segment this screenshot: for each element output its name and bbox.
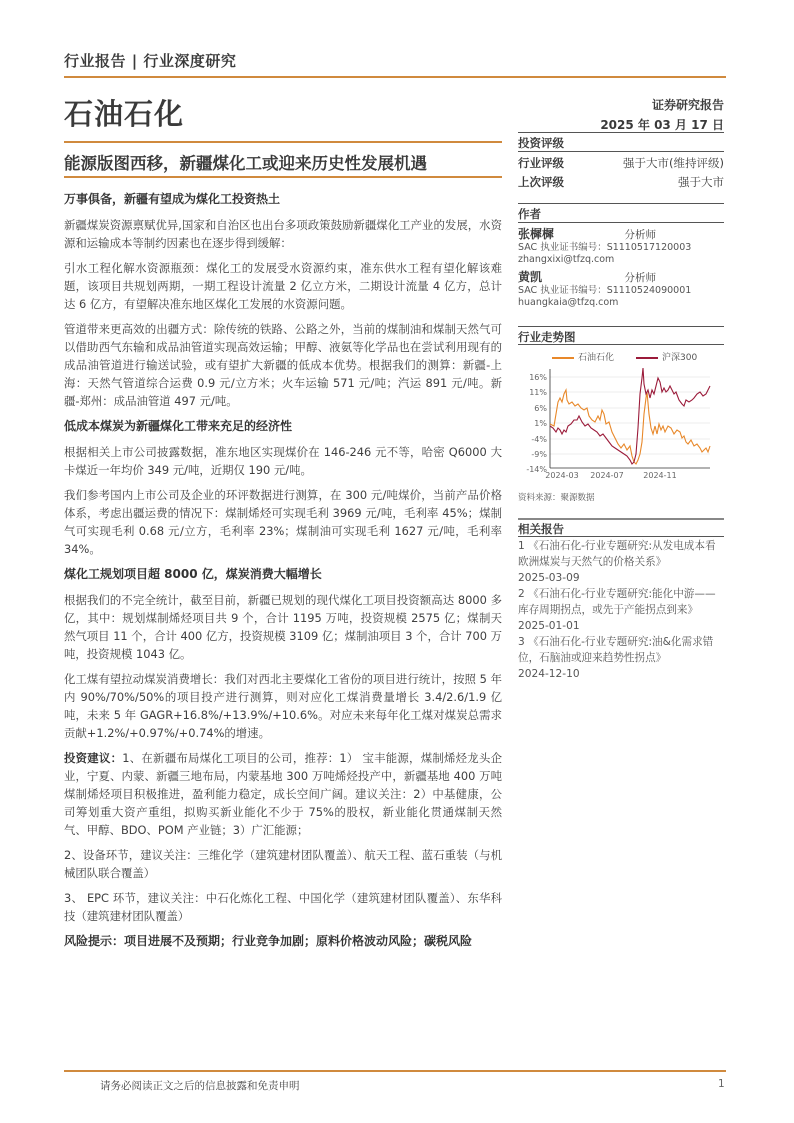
author-role: 分析师 — [624, 229, 656, 241]
rating-value: 强于大市(维持评级) — [623, 156, 724, 170]
svg-text:11%: 11% — [529, 388, 547, 397]
related-report-item[interactable]: 2 《石油石化-行业专题研究:能化中游——库存周期拐点，或先于产能拐点到来》 2025-01-01 — [518, 588, 716, 632]
investment-advice: 投资建议：1、在新疆布局煤化工项目的公司，推荐：1） 宝丰能源，煤制烯烃龙头企业，宁夏、内蒙、新疆三地布局，内蒙基地 300 万吨烯烃投产中，新疆基地 400 万吨煤制烯烃项目积极推进，盈利能力稳定，成长空间广阔。建议关注：2）中基健康，公司筹划重大资产重组，拟购买新业能化不少于 75%的股权，新业能化贯通煤制天然气、甲醇、BDO、POM 产业链；3）广汇能源； — [64, 751, 502, 837]
rating-title: 投资评级 — [518, 136, 564, 150]
trend-title: 行业走势图 — [518, 330, 576, 344]
author-name: 黄凯 — [518, 270, 543, 284]
svg-text:2024-03: 2024-03 — [545, 471, 579, 480]
chart-legend — [552, 350, 697, 363]
footer-divider — [64, 1070, 726, 1072]
section-heading: 万事俱备，新疆有望成为煤化工投资热土 — [64, 192, 281, 206]
report-headline: 能源版图西移，新疆煤化工或迎来历史性发展机遇 — [64, 154, 427, 173]
rating-top-rule — [518, 132, 724, 133]
authors-title-rule — [518, 222, 724, 223]
related-report-item[interactable]: 3 《石油石化-行业专题研究:油&化需求错位，石脑油或迎来趋势性拐点》 2024-12-10 — [518, 636, 714, 680]
related-report-list — [518, 538, 724, 682]
related-title: 相关报告 — [518, 522, 564, 536]
related-report-date: 2024-12-10 — [518, 668, 580, 680]
related-report-date: 2025-01-01 — [518, 620, 580, 632]
trend-top-rule — [518, 326, 724, 327]
trend-title-rule — [518, 344, 724, 345]
author-sac: SAC 执业证书编号：S1110517120003 — [518, 242, 692, 253]
chart-source: 资料来源：聚源数据 — [518, 493, 595, 503]
svg-text:-9%: -9% — [531, 450, 547, 459]
rating-row-industry — [518, 155, 724, 171]
related-top-rule — [518, 518, 724, 520]
paragraph: 根据相关上市公司披露数据，准东地区实现煤价在 146-246 元不等，哈密 Q6000 大卡煤近一年均价 349 元/吨，近期仅 190 元/吨。 — [64, 445, 502, 477]
author-entry — [518, 268, 724, 309]
svg-text:6%: 6% — [534, 404, 547, 413]
report-type: 证券研究报告 — [651, 98, 724, 112]
related-report-item[interactable]: 1 《石油石化-行业专题研究:从发电成本看欧洲煤炭与天然气的价格关系》 2025-03-09 — [518, 540, 716, 584]
author-entry — [518, 225, 724, 266]
risk-warning: 风险提示：项目进展不及预期；行业竞争加剧；原料价格波动风险；碳税风险 — [64, 934, 473, 948]
author-list — [518, 225, 724, 309]
section-heading: 煤化工规划项目超 8000 亿，煤炭消费大幅增长 — [64, 567, 322, 581]
industry-title: 石油石化 — [64, 97, 185, 131]
legend-item-csi300: 沪深300 — [636, 350, 697, 363]
author-email[interactable]: zhangxixi@tfzq.com — [518, 254, 615, 265]
page-number: 1 — [718, 1078, 725, 1090]
author-role: 分析师 — [624, 272, 656, 284]
paragraph: 我们参考国内上市公司及企业的环评数据进行测算，在 300 元/吨煤价，当前产品价格体系，考虑出疆运费的情况下：煤制烯烃可实现毛利 3969 元/吨，毛利率 45%；煤制气可实现毛利 0.68 元/立方，毛利率 23%；煤制油可实现毛利 1627 元/吨，毛利率 34%。 — [64, 488, 502, 556]
paragraph: 化工煤有望拉动煤炭消费增长：我们对西北主要煤化工省份的项目进行统计，按照 5 年内 90%/70%/50%的项目投产进行测算，则对应化工煤消费量增长 3.4/2.6/1.9 亿吨，未来 5 年 GAGR+16.8%/+13.9%/+10.6%。对应未来每年化工煤对煤炭总需求贡献+1.2%/+0.97%/+0.74%的增速。 — [64, 672, 502, 740]
paragraph: 管道带来更高效的出疆方式：除传统的铁路、公路之外，当前的煤制油和煤制天然气可以借助西气东输和成品油管道实现高效运输；甲醇、液氨等化学品也在尝试利用现有的成品油管道进行输送试验，或有望扩大新疆的低成本优势。根据我们的测算：新疆-上海：天然气管道综合运费 0.9 元/立方米；火车运输 571 元/吨；汽运 891 元/吨。新疆-郑州：成品油管道 497 元/吨。 — [64, 322, 502, 408]
report-summary — [64, 190, 502, 957]
report-date: 2025 年 03 月 17 日 — [600, 118, 724, 132]
headline-bottom-divider — [64, 176, 502, 178]
paragraph: 2、设备环节，建议关注：三维化学（建筑建材团队覆盖）、航天工程、蓝石重装（与机械团队联合覆盖） — [64, 848, 502, 880]
headline-top-divider — [64, 141, 502, 143]
svg-text:16%: 16% — [529, 373, 547, 382]
author-name: 张樨樨 — [518, 227, 555, 241]
svg-text:-14%: -14% — [526, 465, 547, 474]
related-title-rule — [518, 536, 724, 537]
header-divider — [64, 76, 726, 78]
paragraph: 新疆煤炭资源禀赋优异,国家和自治区也出台多项政策鼓励新疆煤化工产业的发展，水资源和运输成本等制约因素也在逐步得到缓解： — [64, 218, 502, 250]
related-report-date: 2025-03-09 — [518, 572, 580, 584]
rating-title-rule — [518, 151, 724, 152]
paragraph: 根据我们的不完全统计，截至目前，新疆已规划的现代煤化工项目投资额高达 8000 多亿，其中：规划煤制烯烃项目共 9 个，合计 1195 万吨，投资规模 2575 亿；煤制天然气项目 11 个，合计 400 亿方，投资规模 3109 亿；煤制油项目 3 个，合计 700 万吨，投资规模 1043 亿。 — [64, 593, 502, 661]
svg-text:1%: 1% — [534, 419, 547, 428]
author-email[interactable]: huangkaia@tfzq.com — [518, 297, 619, 308]
disclaimer-link[interactable]: 请务必阅读正文之后的信息披露和免责申明 — [100, 1080, 300, 1092]
rating-label: 上次评级 — [518, 175, 564, 189]
authors-title: 作者 — [518, 207, 541, 221]
svg-text:-4%: -4% — [531, 435, 547, 444]
authors-top-rule — [518, 203, 724, 204]
svg-text:2024-11: 2024-11 — [643, 471, 677, 480]
author-sac: SAC 执业证书编号：S1110524090001 — [518, 285, 692, 296]
paragraph: 3、 EPC 环节，建议关注：中石化炼化工程、中国化学（建筑建材团队覆盖）、东华科技（建筑建材团队覆盖） — [64, 891, 502, 923]
rating-panel — [518, 135, 724, 151]
rating-value: 强于大市 — [678, 175, 724, 189]
report-category: 行业报告 | 行业深度研究 — [64, 52, 237, 70]
investment-advice-label: 投资建议： — [64, 751, 123, 765]
industry-trend-chart — [516, 364, 722, 482]
section-heading: 低成本煤炭为新疆煤化工带来充足的经济性 — [64, 419, 293, 433]
legend-item-petrochem: 石油石化 — [552, 350, 614, 363]
rating-label: 行业评级 — [518, 156, 564, 170]
rating-row-previous — [518, 174, 724, 190]
svg-text:2024-07: 2024-07 — [590, 471, 624, 480]
paragraph: 引水工程化解水资源瓶颈：煤化工的发展受水资源约束，准东供水工程有望化解该难题，该项目共规划两期，一期工程设计流量 2 亿立方米，二期设计流量 4 亿方，总计达 6 亿方，有望解决准东地区煤化工发展的水资源问题。 — [64, 261, 502, 311]
